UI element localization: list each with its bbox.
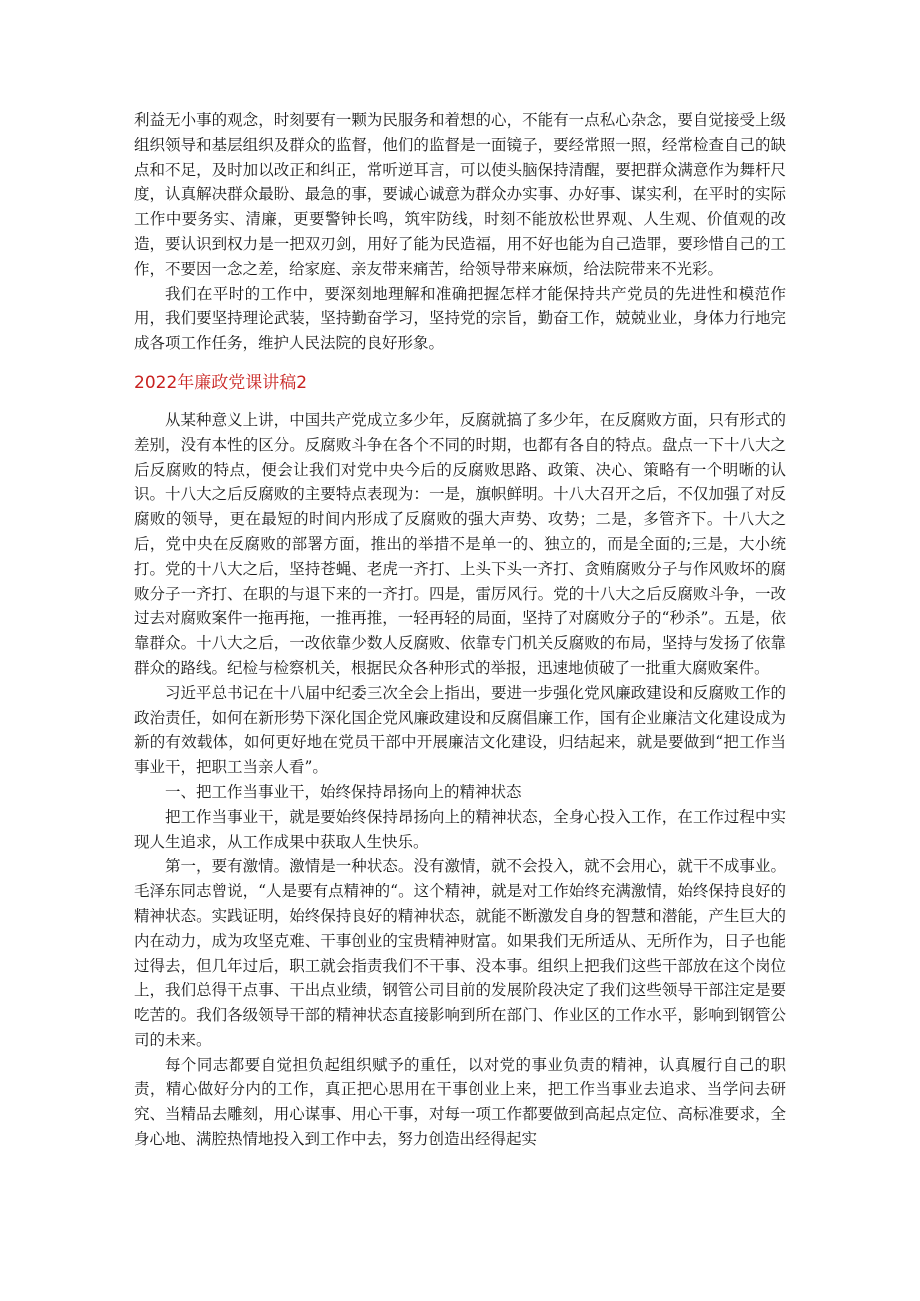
body-paragraph: 第一，要有激情。激情是一种状态。没有激情，就不会投入，就不会用心，就干不成事业。毛泽东同志曾说，“人是要有点精神的“。这个精神，就是对工作始终充满激情，始终保持良好的精神状态。实践证明，始终保持良好的精神状态，就能不断激发自身的智慧和潜能，产生巨大的内在动力，成为攻坚克难、干事创业的宝贵精神财富。如果我们无所适从、无所作为，日子也能过得去，但几年过后，职工就会指责我们不干事、没本事。组织上把我们这些干部放在这个岗位上，我们总得干点事、干出点业绩，钢管公司目前的发展阶段决定了我们这些领导干部注定是要吃苦的。我们各级领导干部的精神状态直接影响到所在部门、作业区的工作水平，影响到钢管公司的未来。 (134, 857, 786, 1049)
section-heading: 2022年廉政党课讲稿2 (134, 372, 308, 393)
body-paragraph: 每个同志都要自觉担负起组织赋予的重任，以对党的事业负责的精神，认真履行自己的职责，精心做好分内的工作，真正把心思用在干事创业上来，把工作当事业去追求、当学问去研究、当精品去雕刻，用心谋事、用心干事，对每一项工作都要做到高起点定位、高标准要求，全身心地、满腔热情地投入到工作中去，努力创造出经得起实 (134, 1055, 786, 1149)
subheading-paragraph: 一、把工作当事业干，始终保持昂扬向上的精神状态 (165, 782, 522, 801)
body-paragraph: 利益无小事的观念，时刻要有一颗为民服务和着想的心，不能有一点私心杂念，要自觉接受上级组织领导和基层组织及群众的监督，他们的监督是一面镜子，要经常照一照，经常检查自己的缺点和不足，及时加以改正和纠正，常听逆耳言，可以使头脑保持清醒，要把群众满意作为舞杆尺度，认真解决群众最盼、最急的事，要诚心诚意为群众办实事、办好事、谋实利，在平时的实际工作中要务实、清廉，更要警钟长鸣，筑牢防线，时刻不能放松世界观、人生观、价值观的改造，要认识到权力是一把双刃剑，用好了能为民造福，用不好也能为自己造罪，要珍惜自己的工作，不要因一念之差，给家庭、亲友带来痛苦，给领导带来麻烦，给法院带来不光彩。 (134, 111, 786, 278)
body-paragraph: 把工作当事业干，就是要始终保持昂扬向上的精神状态，全身心投入工作，在工作过程中实现人生追求，从工作成果中获取人生快乐。 (134, 807, 786, 851)
body-paragraph: 习近平总书记在十八届中纪委三次全会上指出，要进一步强化党风廉政建设和反腐败工作的政治责任，如何在新形势下深化国企党风廉政建设和反腐倡廉工作，国有企业廉洁文化建设成为新的有效载体，如何更好地在党员干部中开展廉洁文化建设，归结起来，就是要做到“把工作当事业干，把职工当亲人看”。 (134, 683, 786, 777)
body-paragraph: 从某种意义上讲，中国共产党成立多少年，反腐就搞了多少年，在反腐败方面，只有形式的差别，没有本性的区分。反腐败斗争在各个不同的时期，也都有各自的特点。盘点一下十八大之后反腐败的特点，便会让我们对党中央今后的反腐败思路、政策、决心、策略有一个明晰的认识。十八大之后反腐败的主要特点表现为：一是，旗帜鲜明。十八大召开之后，不仅加强了对反腐败的领导，更在最短的时间内形成了反腐败的强大声势、攻势；二是，多管齐下。十八大之后，党中央在反腐败的部署方面，推出的举措不是单一的、独立的，而是全面的;三是，大小统打。党的十八大之后，坚持苍蝇、老虎一齐打、上头下头一齐打、贪贿腐败分子与作风败坏的腐败分子一齐打、在职的与退下来的一齐打。四是，雷厉风行。党的十八大之后反腐败斗争，一改过去对腐败案件一拖再拖，一推再推，一轻再轻的局面，坚持了对腐败分子的“秒杀”。五是，依靠群众。十八大之后，一改依靠少数人反腐败、依靠专门机关反腐败的布局，坚持与发扬了依靠群众的路线。纪检与检察机关，根据民众各种形式的举报，迅速地侦破了一批重大腐败案件。 (134, 410, 786, 677)
body-paragraph: 我们在平时的工作中，要深刻地理解和准确把握怎样才能保持共产党员的先进性和模范作用，我们要坚持理论武装，坚持勤奋学习，坚持党的宗旨，勤奋工作，兢兢业业，身体力行地完成各项工作任务，维护人民法院的良好形象。 (134, 284, 786, 353)
document-page (134, 108, 786, 1152)
